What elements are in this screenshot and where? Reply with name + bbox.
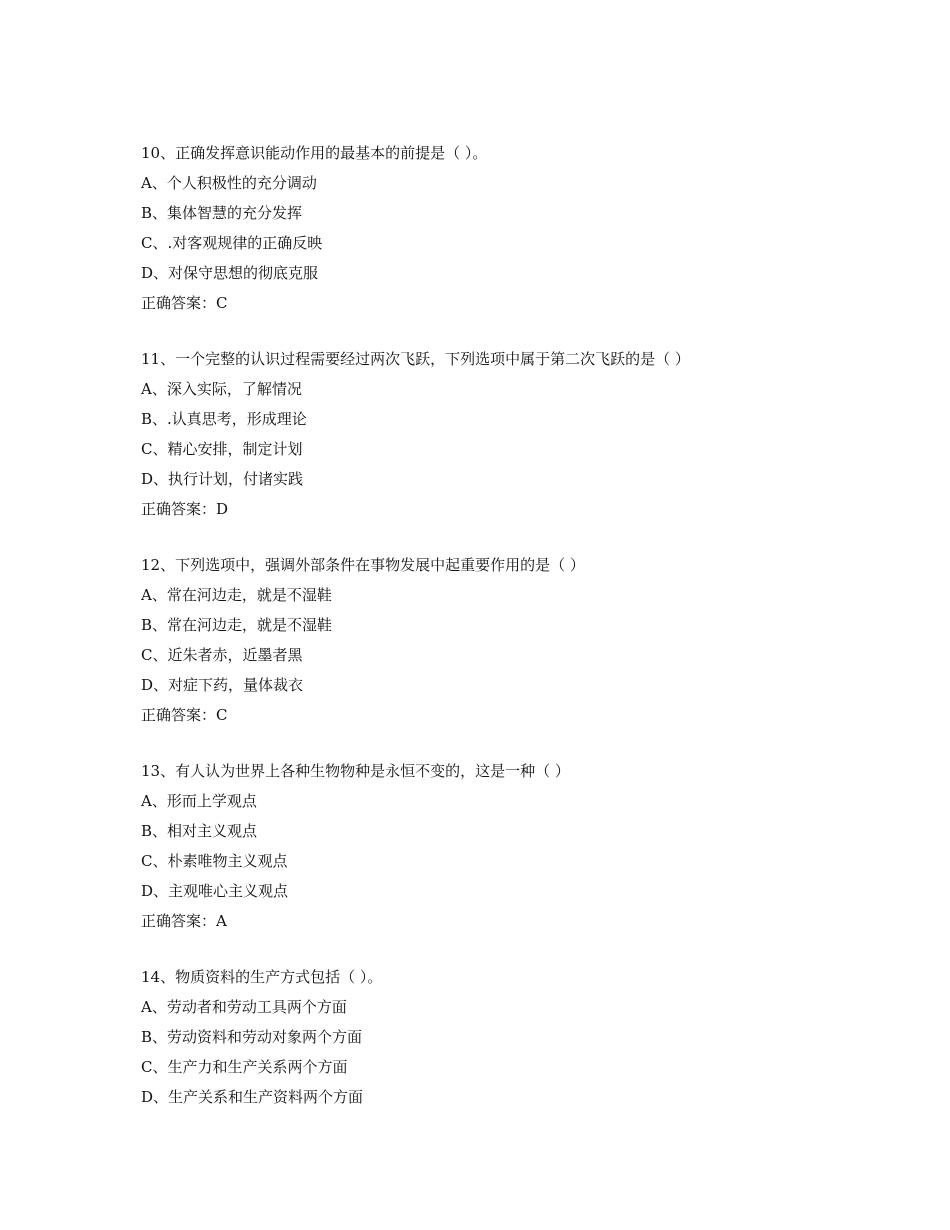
question-14 <box>141 962 841 1112</box>
option-b: B、相对主义观点 <box>141 822 258 840</box>
option-a: A、个人积极性的充分调动 <box>141 174 317 192</box>
question-stem: 12、下列选项中，强调外部条件在事物发展中起重要作用的是（ ） <box>141 556 585 574</box>
option-b: B、常在河边走，就是不湿鞋 <box>141 616 333 634</box>
option-d: D、对保守思想的彻底克服 <box>141 264 319 282</box>
correct-answer: 正确答案：A <box>141 912 227 930</box>
option-c: C、.对客观规律的正确反映 <box>141 234 323 252</box>
question-stem: 11、一个完整的认识过程需要经过两次飞跃，下列选项中属于第二次飞跃的是（ ） <box>141 350 690 368</box>
option-d: D、主观唯心主义观点 <box>141 882 289 900</box>
question-stem: 14、物质资料的生产方式包括（ ）。 <box>141 968 383 986</box>
option-c: C、近朱者赤，近墨者黑 <box>141 646 303 664</box>
option-b: B、集体智慧的充分发挥 <box>141 204 303 222</box>
question-10 <box>141 138 841 318</box>
question-12 <box>141 550 841 730</box>
option-a: A、劳动者和劳动工具两个方面 <box>141 998 347 1016</box>
question-11 <box>141 344 841 524</box>
option-c: C、精心安排，制定计划 <box>141 440 303 458</box>
option-a: A、形而上学观点 <box>141 792 257 810</box>
option-c: C、朴素唯物主义观点 <box>141 852 288 870</box>
question-13 <box>141 756 841 936</box>
option-a: A、深入实际，了解情况 <box>141 380 302 398</box>
option-a: A、常在河边走，就是不湿鞋 <box>141 586 332 604</box>
option-d: D、生产关系和生产资料两个方面 <box>141 1088 364 1106</box>
option-b: B、.认真思考，形成理论 <box>141 410 307 428</box>
option-d: D、对症下药，量体裁衣 <box>141 676 304 694</box>
option-c: C、生产力和生产关系两个方面 <box>141 1058 348 1076</box>
option-d: D、执行计划，付诸实践 <box>141 470 304 488</box>
question-stem: 10、正确发挥意识能动作用的最基本的前提是（ ）。 <box>141 144 488 162</box>
question-list <box>141 138 841 1138</box>
option-b: B、劳动资料和劳动对象两个方面 <box>141 1028 363 1046</box>
correct-answer: 正确答案：C <box>141 706 228 724</box>
correct-answer: 正确答案：C <box>141 294 228 312</box>
question-stem: 13、有人认为世界上各种生物物种是永恒不变的，这是一种（ ） <box>141 762 570 780</box>
correct-answer: 正确答案：D <box>141 500 229 518</box>
